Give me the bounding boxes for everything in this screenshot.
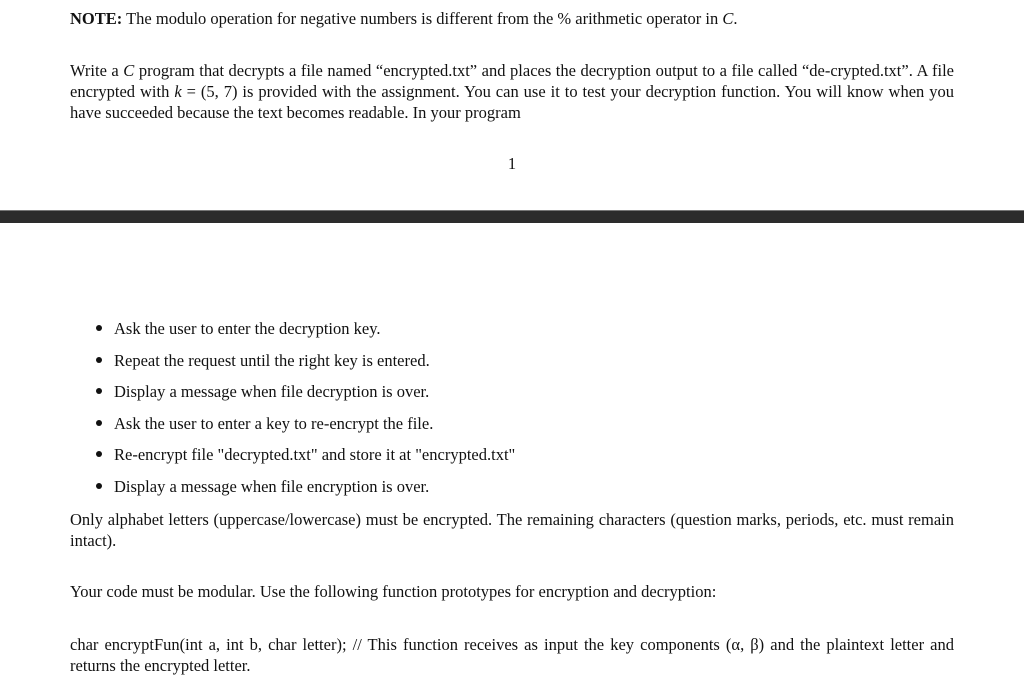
list-item: Ask the user to enter a key to re-encrypt the file. — [70, 413, 954, 445]
bullet-icon — [96, 388, 102, 394]
page-separator — [0, 210, 1024, 223]
list-item: Ask the user to enter the decryption key. — [70, 318, 954, 350]
note-label: NOTE: — [70, 9, 123, 28]
modular-note: Your code must be modular. Use the following function prototypes for encryption and decryption: — [70, 582, 717, 601]
alphabet-note: Only alphabet letters (uppercase/lowercase) must be encrypted. The remaining characters (question marks, periods, etc. must remain intact). — [70, 510, 954, 550]
page-number: 1 — [507, 154, 517, 173]
list-item: Display a message when file encryption is over. — [70, 476, 954, 508]
note-paragraph: NOTE: The modulo operation for negative numbers is different from the % arithmetic operator in C. — [70, 9, 738, 28]
function-prototype: char encryptFun(int a, int b, char letter); // This function receives as input the key components (α, β) and the plaintext letter and returns the encrypted letter. — [70, 635, 954, 675]
requirements-list — [70, 318, 954, 508]
list-item: Repeat the request until the right key is entered. — [70, 350, 954, 382]
bullet-icon — [96, 483, 102, 489]
bullet-icon — [96, 357, 102, 363]
bullet-icon — [96, 420, 102, 426]
list-item: Re-encrypt file "decrypted.txt" and store it at "encrypted.txt" — [70, 444, 954, 476]
intro-paragraph: Write a C program that decrypts a file named “encrypted.txt” and places the decryption output to a file called “de-crypted.txt”. A file encrypted with k = (5, 7) is provided with the assignment. You can use it to test your decryption function. You will know when you have succeeded because the text becomes readable. In your program — [70, 61, 954, 122]
bullet-icon — [96, 451, 102, 457]
list-item: Display a message when file decryption is over. — [70, 381, 954, 413]
bullet-icon — [96, 325, 102, 331]
